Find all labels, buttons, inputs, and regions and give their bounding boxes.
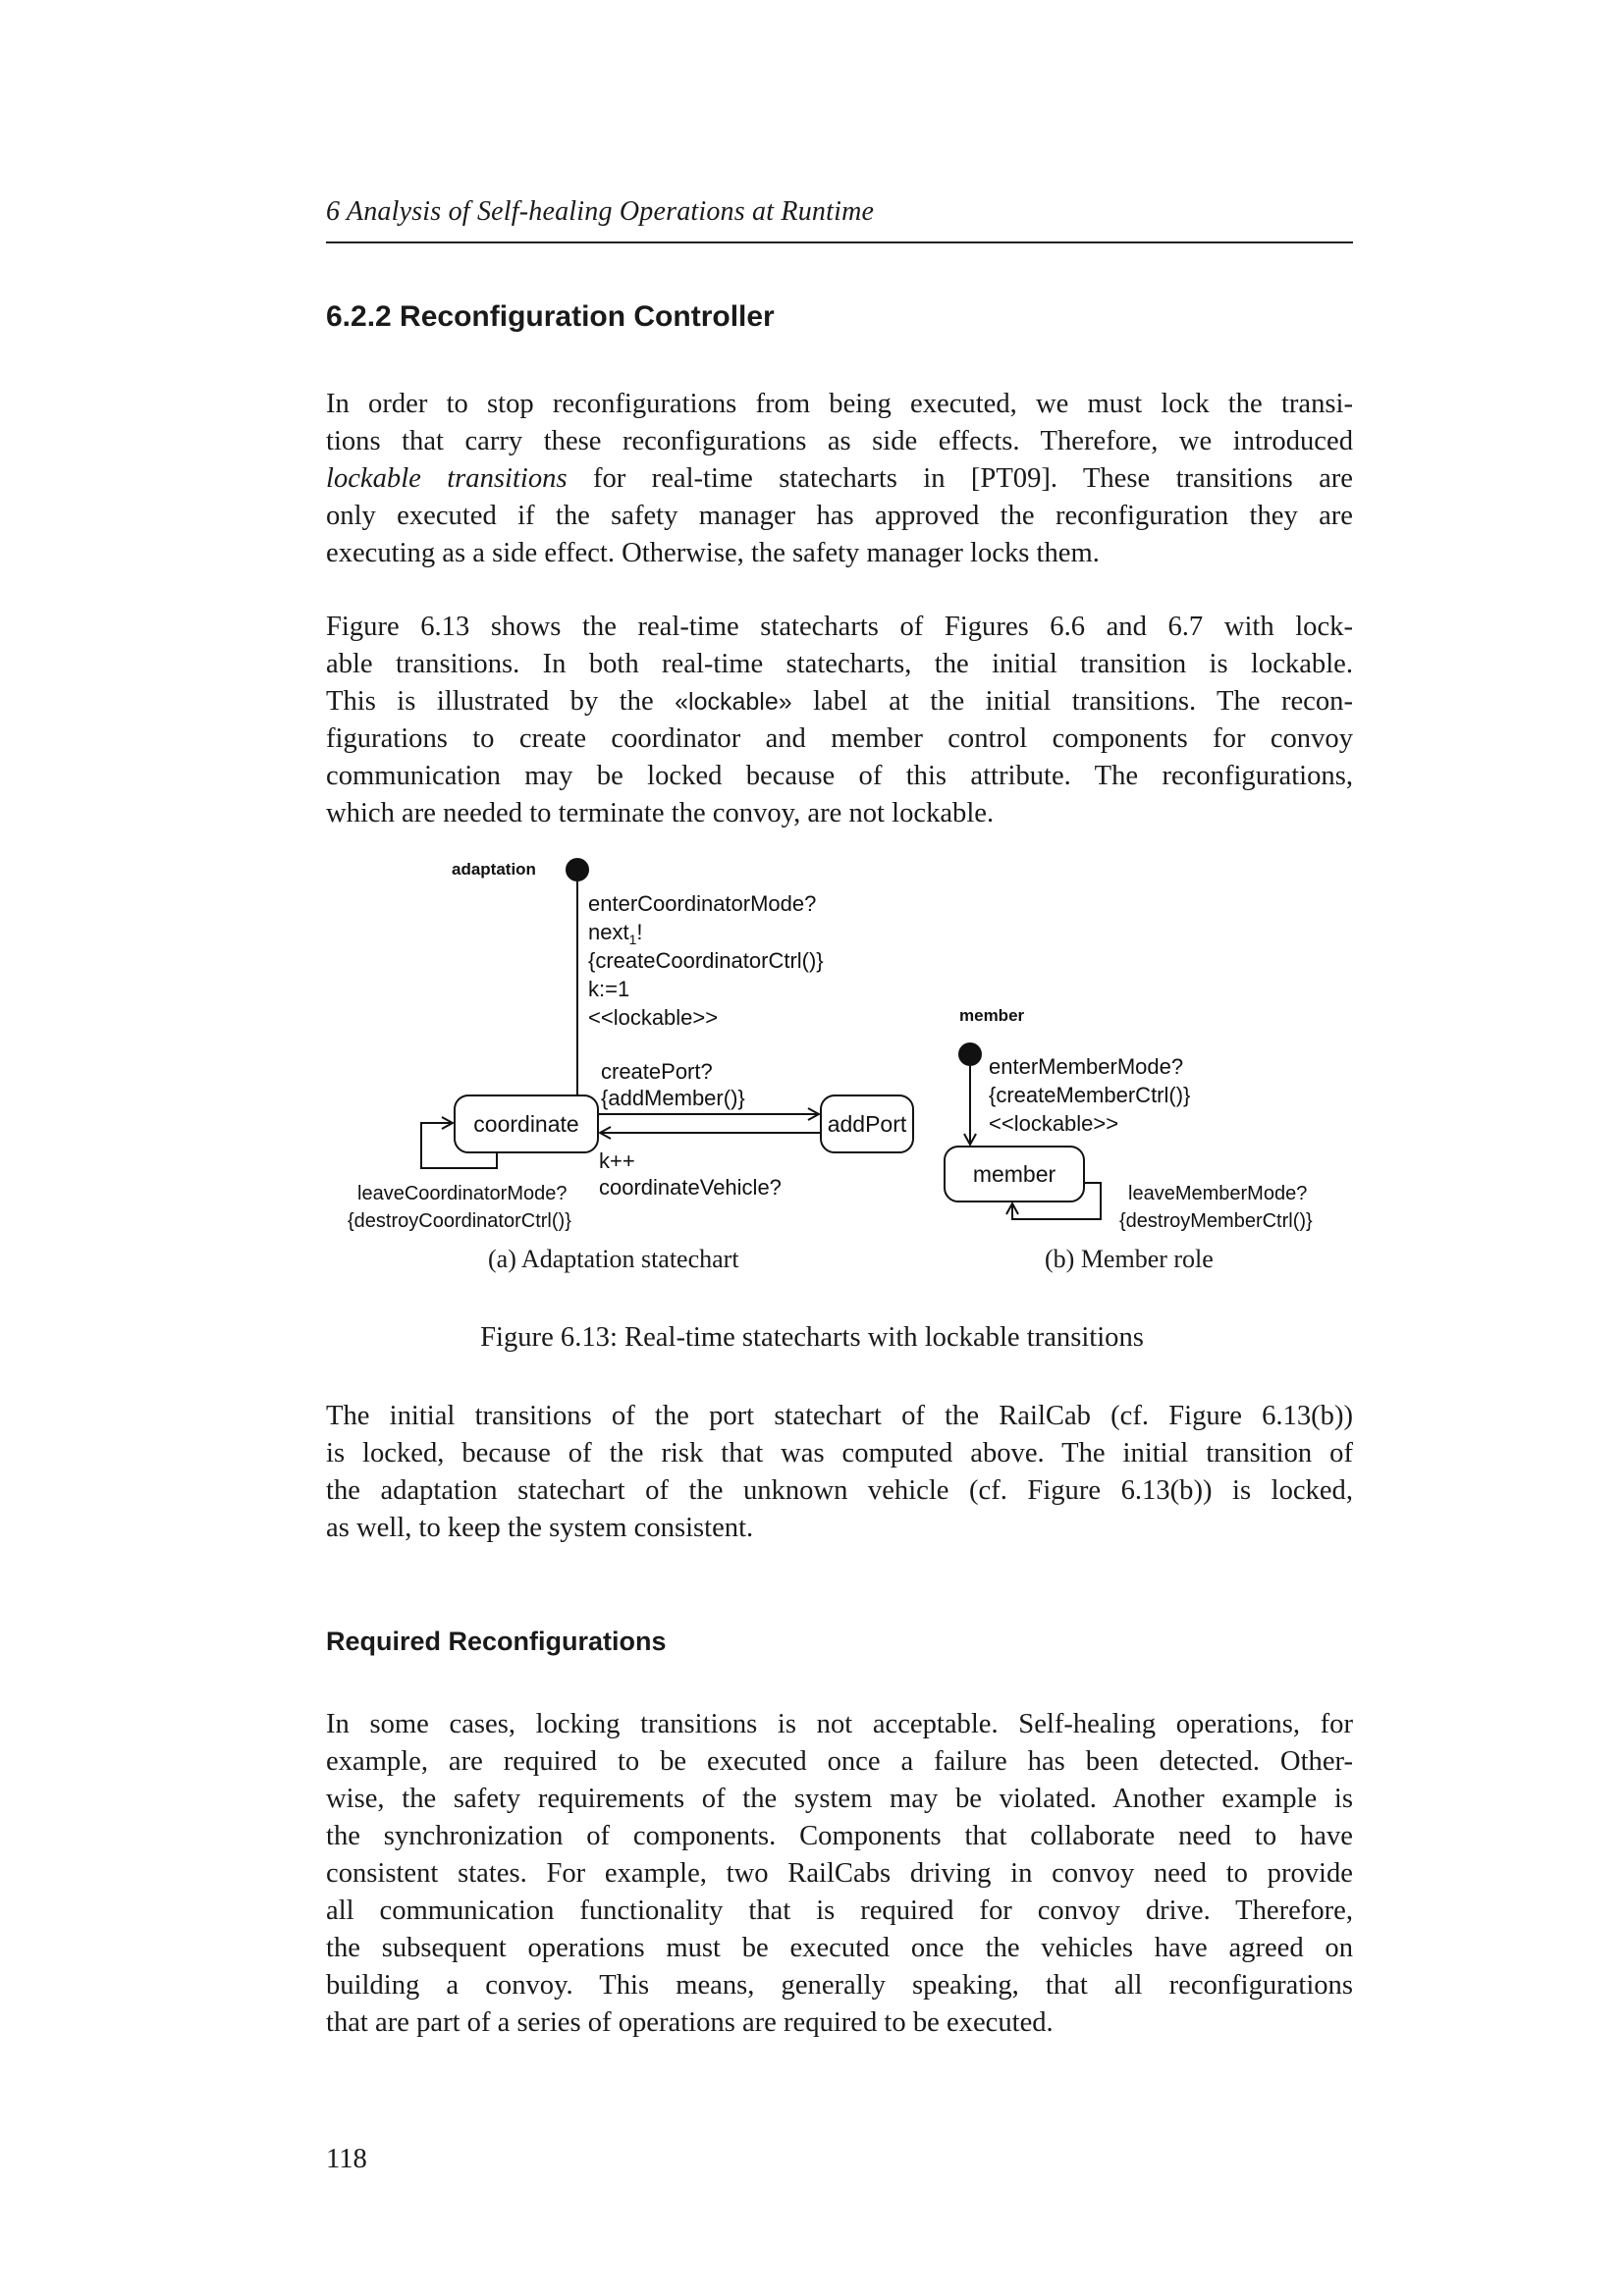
- state-label: member: [972, 1161, 1056, 1187]
- statechart-name-adaptation: adaptation: [452, 860, 536, 879]
- section-title: 6.2.2 Reconfiguration Controller: [326, 300, 775, 333]
- text-line: wise, the safety requirements of the system may be violated. Another example is: [326, 1784, 1353, 1814]
- text-line: which are needed to terminate the convoy, are not lockable.: [326, 798, 995, 828]
- text-line: This is illustrated by the «lockable» label at the initial transitions. The recon-: [326, 686, 1353, 717]
- transition-label: leaveMemberMode?: [1128, 1183, 1308, 1204]
- text-line: the subsequent operations must be executed once the vehicles have agreed on: [326, 1933, 1353, 1963]
- text-line: consistent states. For example, two RailCabs driving in convoy need to provide: [326, 1858, 1353, 1889]
- transition-label: enterMemberMode?: [989, 1054, 1184, 1079]
- text-line: building a convoy. This means, generally speaking, that all reconfigurations: [326, 1970, 1353, 2001]
- transition-label: k:=1: [588, 977, 630, 1001]
- lockable-stereotype: <<lockable>>: [989, 1111, 1119, 1136]
- state-label: addPort: [827, 1111, 907, 1137]
- text-line: Figure 6.13 shows the real-time statecharts of Figures 6.6 and 6.7 with lock-: [326, 612, 1353, 642]
- text-line: executing as a side effect. Otherwise, the safety manager locks them.: [326, 538, 1100, 568]
- figure-caption: Figure 6.13: Real-time statecharts with lockable transitions: [480, 1322, 1144, 1353]
- text-line: In some cases, locking transitions is not acceptable. Self-healing operations, for: [326, 1709, 1353, 1739]
- lockable-label: «lockable»: [675, 688, 792, 716]
- text-line: In order to stop reconfigurations from being executed, we must lock the transi-: [326, 389, 1353, 419]
- subfigure-a-caption: (a) Adaptation statechart: [488, 1245, 739, 1273]
- text-line: able transitions. In both real-time statecharts, the initial transition is lockable.: [326, 649, 1353, 679]
- text-line: the adaptation statechart of the unknown vehicle (cf. Figure 6.13(b)) is locked,: [326, 1475, 1353, 1506]
- transition-label: coordinateVehicle?: [599, 1175, 782, 1200]
- adaptation-statechart: [348, 858, 913, 1232]
- subsection-title: Required Reconfigurations: [326, 1627, 667, 1656]
- transition-label: enterCoordinatorMode?: [588, 891, 817, 916]
- transition-label: {destroyMemberCtrl()}: [1119, 1210, 1313, 1232]
- transition-label: {destroyCoordinatorCtrl()}: [348, 1210, 571, 1232]
- lockable-stereotype: <<lockable>>: [588, 1005, 719, 1030]
- transition-label: createPort?: [601, 1059, 713, 1084]
- text-line: figurations to create coordinator and member control components for convoy: [326, 723, 1353, 754]
- transition-label: k++: [599, 1148, 635, 1173]
- subfigure-b-caption: (b) Member role: [1045, 1245, 1214, 1273]
- page-number: 118: [326, 2144, 367, 2174]
- transition-label: {createMemberCtrl()}: [989, 1083, 1191, 1107]
- text-line: tions that carry these reconfigurations as side effects. Therefore, we introduced: [326, 426, 1353, 456]
- emphasis-term: lockable transitions: [326, 463, 568, 494]
- state-label: coordinate: [473, 1111, 579, 1137]
- text-line: communication may be locked because of this attribute. The reconfigurations,: [326, 761, 1353, 791]
- transition-label: {addMember()}: [601, 1086, 745, 1110]
- text-line: is locked, because of the risk that was computed above. The initial transition of: [326, 1438, 1353, 1468]
- text-line: as well, to keep the system consistent.: [326, 1513, 754, 1543]
- statechart-name-member: member: [959, 1006, 1025, 1025]
- transition-label: {createCoordinatorCtrl()}: [588, 948, 824, 973]
- transition-label: leaveCoordinatorMode?: [357, 1183, 568, 1204]
- member-statechart: [945, 1006, 1313, 1232]
- transition-label: next$_1$!: [588, 920, 643, 947]
- text-line: the synchronization of components. Components that collaborate need to have: [326, 1821, 1353, 1851]
- text-line: all communication functionality that is required for convoy drive. Therefore,: [326, 1896, 1353, 1926]
- initial-state-dot: [958, 1042, 982, 1066]
- paragraph-4: [326, 1706, 1353, 2042]
- initial-state-dot: [566, 858, 589, 881]
- text-line: that are part of a series of operations are required to be executed.: [326, 2007, 1054, 2038]
- text-line: only executed if the safety manager has approved the reconfiguration they are: [326, 501, 1353, 531]
- text-line: lockable transitions for real-time statecharts in [PT09]. These transitions are: [326, 463, 1353, 494]
- running-head: 6 Analysis of Self-healing Operations at Runtime: [326, 196, 875, 227]
- text-line: The initial transitions of the port statechart of the RailCab (cf. Figure 6.13(b)): [326, 1401, 1353, 1431]
- paragraph-3: [326, 1398, 1353, 1547]
- text-line: example, are required to be executed once a failure has been detected. Other-: [326, 1746, 1353, 1777]
